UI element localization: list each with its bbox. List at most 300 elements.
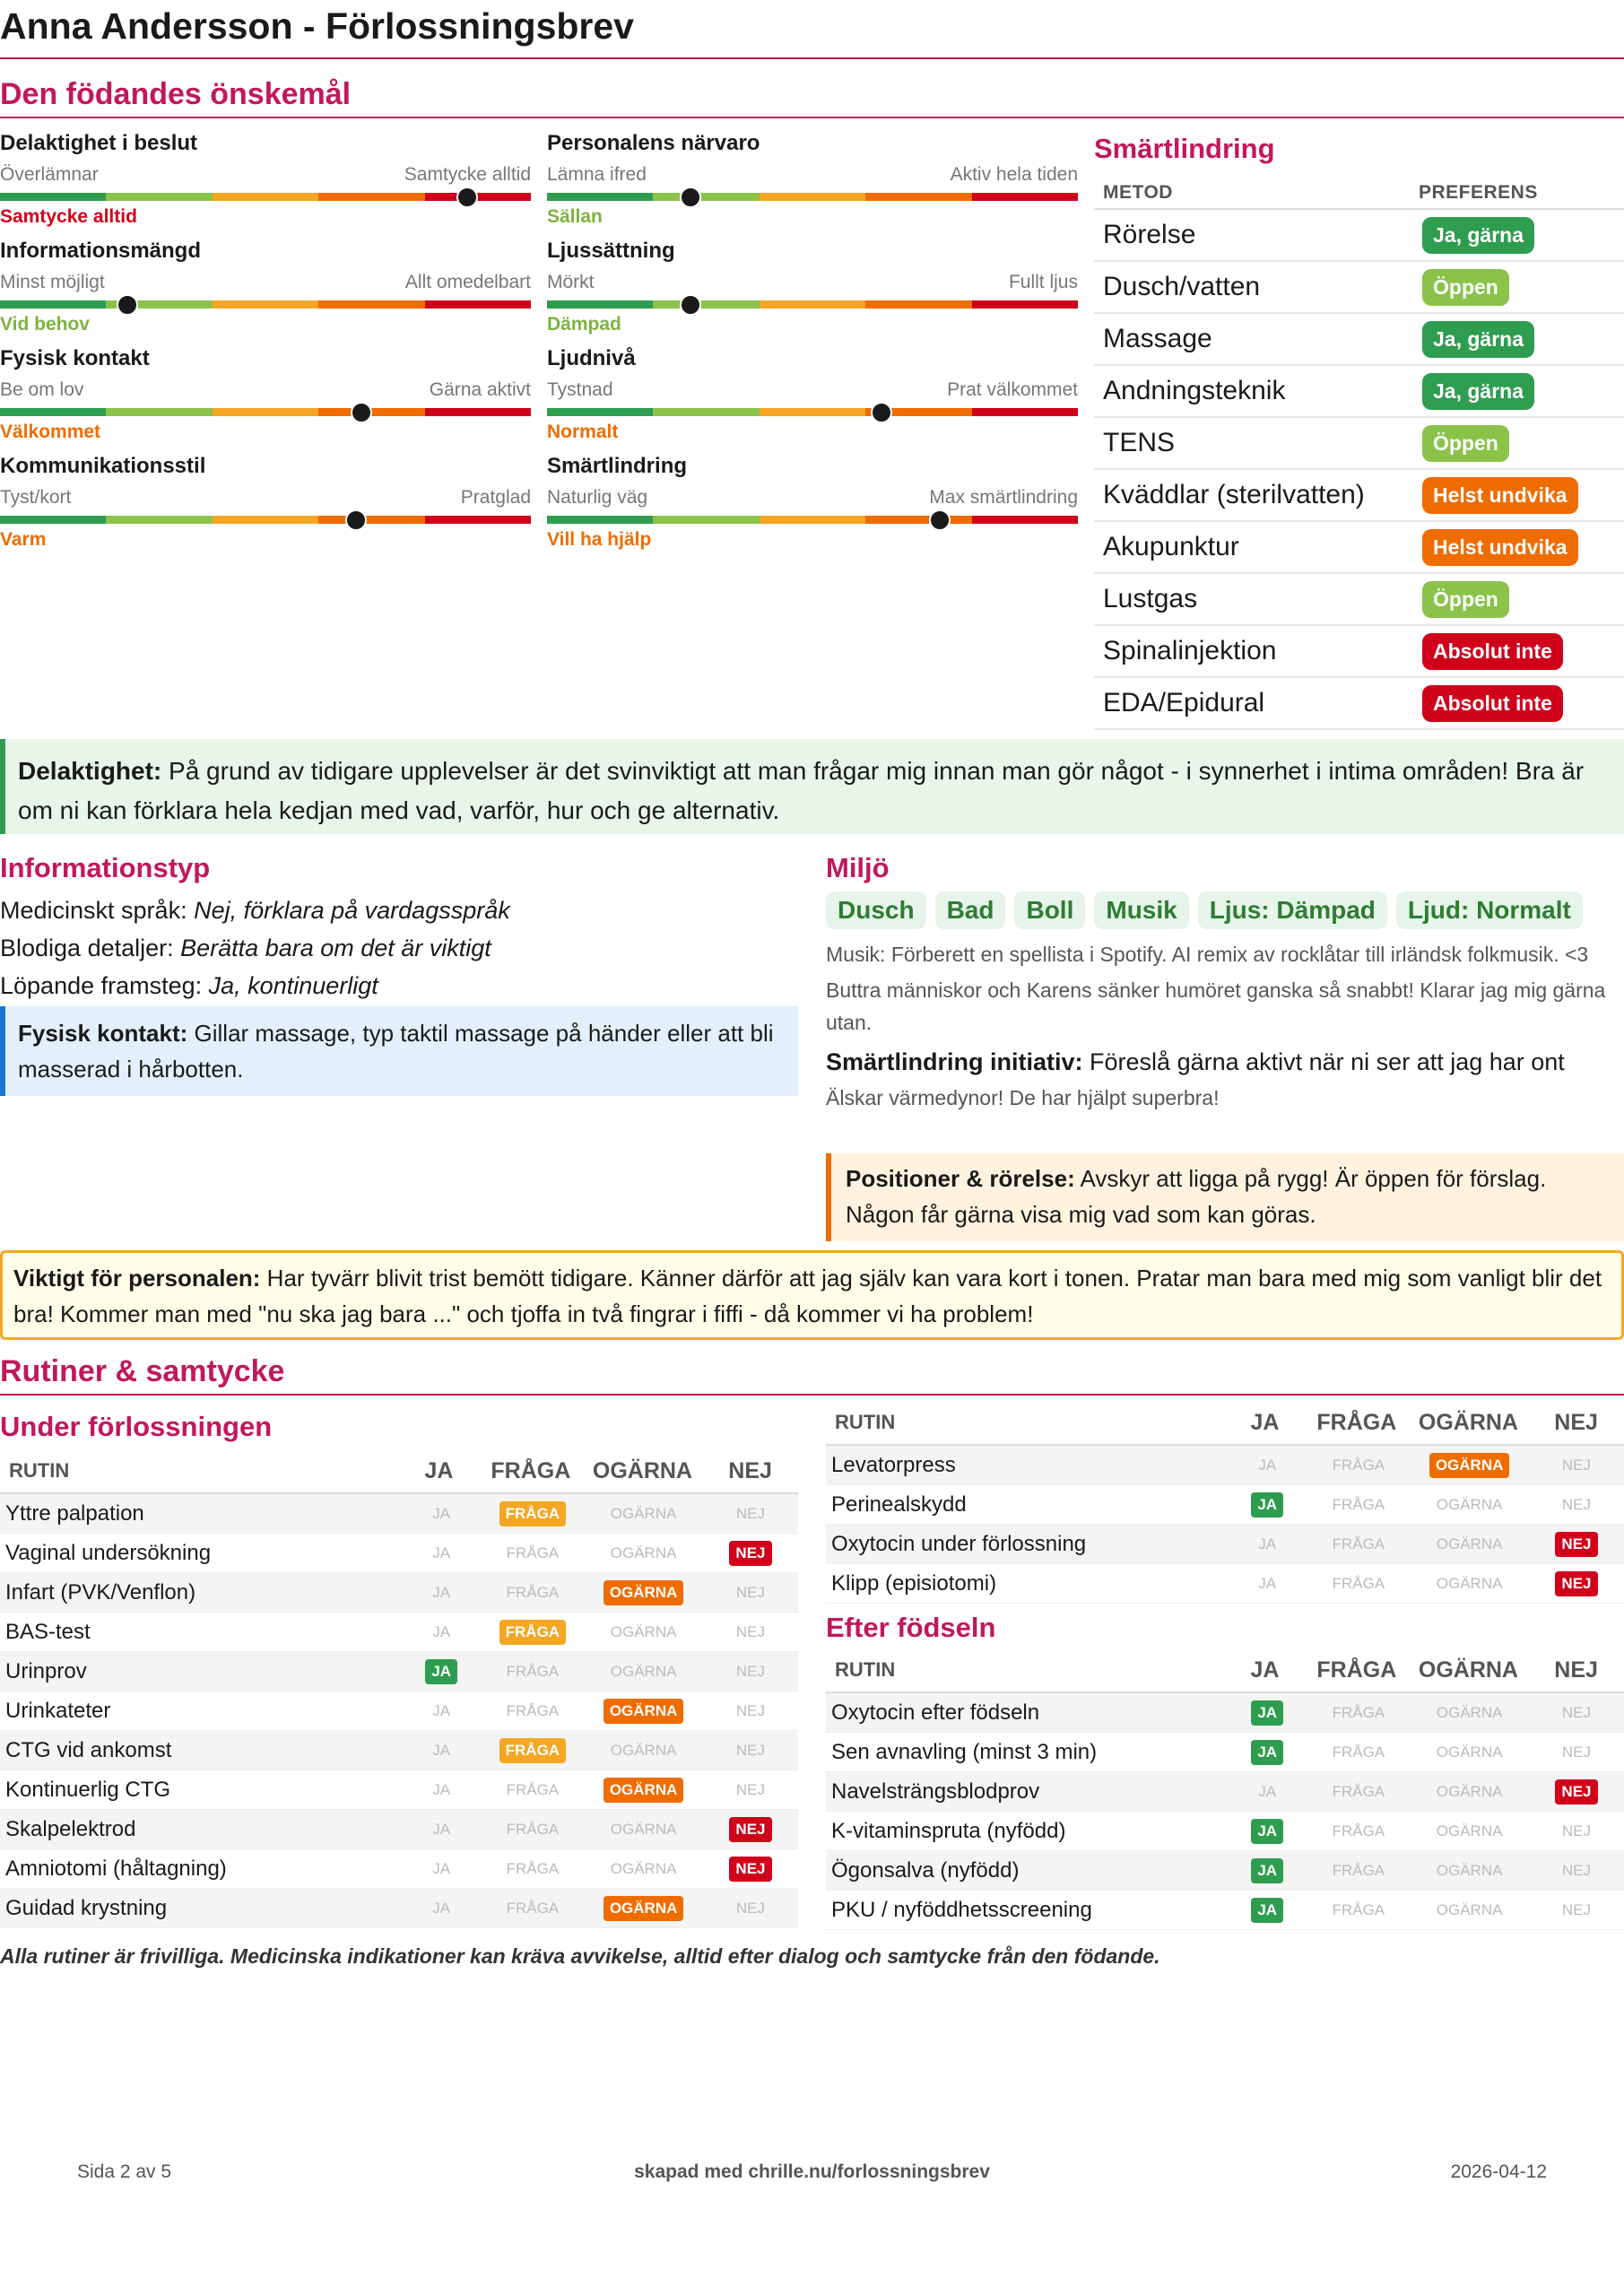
routine-option-nej[interactable] <box>1529 1704 1624 1722</box>
routine-option-fraga[interactable] <box>1307 1901 1410 1919</box>
selected-ogarna-badge: OGÄRNA <box>1429 1453 1510 1478</box>
selected-nej-badge: NEJ <box>729 1857 771 1882</box>
routine-option-ogarna[interactable] <box>1410 1783 1529 1801</box>
pain-method-name: Kväddlar (sterilvatten) <box>1103 480 1365 509</box>
routine-option-ogarna[interactable] <box>584 1742 703 1760</box>
slider-value: Dämpad <box>547 314 621 335</box>
unselected-nej-label: NEJ <box>735 1741 766 1759</box>
preference-slider <box>547 346 1078 454</box>
unselected-ogarna-label: OGÄRNA <box>610 1622 677 1640</box>
preference-badge: Öppen <box>1422 581 1509 618</box>
col-ja: JA <box>1250 1409 1280 1435</box>
physical-contact-callout <box>0 1006 798 1096</box>
col-preference: PREFERENS <box>1419 182 1538 203</box>
unselected-ja-label: JA <box>1258 1456 1277 1474</box>
preference-badge: Helst undvika <box>1422 529 1578 566</box>
routine-name: Amniotomi (håltagning) <box>5 1856 227 1881</box>
preference-badge: Absolut inte <box>1422 685 1563 722</box>
routine-option-ja[interactable] <box>402 1659 481 1684</box>
wishes-divider <box>0 117 1624 118</box>
selected-ja-badge: JA <box>1251 1700 1283 1726</box>
unselected-ja-label: JA <box>1258 1535 1277 1552</box>
slider-title: Delaktighet i beslut <box>0 131 198 155</box>
routine-option-ogarna[interactable] <box>1410 1704 1529 1722</box>
pain-method-name: Akupunktur <box>1103 532 1239 561</box>
routine-option-fraga[interactable] <box>481 1663 584 1681</box>
routine-row <box>826 1851 1624 1891</box>
slider-title: Smärtlindring <box>547 454 688 478</box>
routine-option-nej[interactable] <box>1529 1901 1624 1919</box>
slider-max-label: Fullt ljus <box>1008 272 1078 292</box>
environment-tag: Ljud: Normalt <box>1396 891 1583 929</box>
unselected-nej-label: NEJ <box>735 1662 766 1680</box>
routine-option-ogarna[interactable] <box>1410 1744 1529 1761</box>
pain-method-row <box>1094 210 1624 262</box>
routine-option-ja[interactable] <box>1228 1858 1307 1883</box>
preference-slider <box>547 454 1078 561</box>
pain-relief-table <box>1094 133 1624 730</box>
routine-option-ja[interactable] <box>402 1584 481 1602</box>
routine-option-ja[interactable] <box>402 1821 481 1839</box>
participation-text: På grund av tidigare upplevelser är det svinviktigt att man frågar mig innan man gör något - i synnerhet i intima områden! Bra är om ni kan förklara hela kedjan med vad, varför, hur och ge alternativ. <box>18 757 1585 824</box>
routine-option-ogarna[interactable] <box>1410 1535 1529 1553</box>
unselected-nej-label: NEJ <box>735 1622 766 1640</box>
selected-ja-badge: JA <box>1251 1819 1283 1844</box>
environment-tag: Boll <box>1014 891 1085 929</box>
routine-option-ogarna[interactable] <box>584 1778 703 1803</box>
unselected-ja-label: JA <box>1258 1782 1277 1800</box>
routine-option-ogarna[interactable] <box>584 1580 703 1605</box>
selected-fraga-badge: FRÅGA <box>499 1738 566 1763</box>
slider-value: Vill ha hjälp <box>547 529 652 550</box>
selected-ja-badge: JA <box>1251 1898 1283 1923</box>
routine-option-fraga[interactable] <box>481 1501 584 1526</box>
during-birth-table <box>0 1449 798 1928</box>
pain-initiative-note <box>826 1044 1624 1080</box>
routine-name: K-vitaminspruta (nyfödd) <box>831 1818 1066 1843</box>
routine-option-ogarna[interactable] <box>584 1505 703 1523</box>
routine-option-ogarna[interactable] <box>1410 1901 1529 1919</box>
unselected-nej-label: NEJ <box>735 1899 766 1917</box>
environment-tag: Ljus: Dämpad <box>1198 891 1387 929</box>
routine-option-ja[interactable] <box>402 1623 481 1641</box>
col-nej: NEJ <box>1554 1409 1598 1435</box>
selected-ja-badge: JA <box>1251 1740 1283 1765</box>
unselected-fraga-label: FRÅGA <box>1332 1743 1385 1761</box>
unselected-nej-label: NEJ <box>1561 1822 1592 1839</box>
pain-relief-heading: Smärtlindring <box>1094 133 1275 164</box>
after-birth-table <box>826 1648 1624 1930</box>
people-note: Buttra människor och Karens sänker humöret ganska så snabbt! Klarar jag mig gärna utan. <box>826 978 1606 1034</box>
routine-table-header <box>0 1449 798 1494</box>
routine-option-nej[interactable] <box>703 1781 798 1799</box>
preference-badge: Öppen <box>1422 269 1509 306</box>
routine-option-ogarna[interactable] <box>1410 1575 1529 1593</box>
routine-row <box>826 1693 1624 1733</box>
routine-row <box>826 1564 1624 1604</box>
routine-name: Infart (PVK/Venflon) <box>5 1579 196 1605</box>
unselected-fraga-label: FRÅGA <box>1332 1900 1385 1918</box>
slider-marker <box>871 402 892 423</box>
routine-option-nej[interactable] <box>703 1817 798 1842</box>
routine-option-nej[interactable] <box>703 1702 798 1720</box>
created-with-link[interactable]: skapad med chrille.nu/forlossningsbrev <box>634 2161 990 2182</box>
routine-option-ja[interactable] <box>402 1781 481 1799</box>
preference-slider <box>547 131 1078 239</box>
selected-nej-badge: NEJ <box>729 1541 771 1566</box>
routines-divider <box>0 1394 1624 1396</box>
slider-title: Fysisk kontakt <box>0 346 150 370</box>
routine-option-ogarna[interactable] <box>584 1821 703 1839</box>
slider-value: Sällan <box>547 206 603 227</box>
routine-option-ja[interactable] <box>1228 1575 1307 1593</box>
slider-marker <box>117 294 138 316</box>
preference-badge: Ja, gärna <box>1422 373 1534 410</box>
routine-name: Yttre palpation <box>5 1500 144 1526</box>
pain-method-name: Andningsteknik <box>1103 376 1286 405</box>
slider-min-label: Naturlig väg <box>547 487 648 508</box>
routine-name: Perinealskydd <box>831 1492 967 1517</box>
unselected-ja-label: JA <box>432 1544 451 1561</box>
unselected-fraga-label: FRÅGA <box>506 1820 560 1838</box>
unselected-ja-label: JA <box>432 1622 451 1640</box>
routine-option-ogarna[interactable] <box>584 1623 703 1641</box>
routine-option-fraga[interactable] <box>1307 1496 1410 1514</box>
preference-slider <box>547 239 1078 346</box>
preference-slider <box>0 131 531 239</box>
selected-ja-badge: JA <box>425 1659 457 1684</box>
routine-option-ogarna[interactable] <box>1410 1862 1529 1880</box>
routine-option-ja[interactable] <box>402 1544 481 1562</box>
slider-max-label: Aktiv hela tiden <box>950 164 1078 185</box>
unselected-fraga-label: FRÅGA <box>506 1583 560 1601</box>
col-nej: NEJ <box>728 1457 772 1483</box>
unselected-nej-label: NEJ <box>1561 1495 1592 1513</box>
positions-text: Avskyr att ligga på rygg! Är öppen för förslag. Någon får gärna visa mig vad som kan göras. <box>846 1165 1547 1228</box>
routine-table-header <box>826 1648 1624 1693</box>
selected-nej-badge: NEJ <box>1555 1779 1597 1805</box>
routine-option-ogarna[interactable] <box>584 1544 703 1562</box>
selected-ogarna-badge: OGÄRNA <box>604 1896 684 1921</box>
slider-scale-bar <box>0 300 531 309</box>
unselected-fraga-label: FRÅGA <box>506 1544 560 1561</box>
routine-option-fraga[interactable] <box>1307 1535 1410 1553</box>
routine-row <box>0 1731 798 1770</box>
slider-value: Samtycke alltid <box>0 206 137 227</box>
routine-option-nej[interactable] <box>703 1623 798 1641</box>
unselected-ogarna-label: OGÄRNA <box>1436 1822 1503 1839</box>
routine-option-ja[interactable] <box>402 1505 481 1523</box>
unselected-ogarna-label: OGÄRNA <box>1436 1782 1503 1800</box>
participation-label: Delaktighet: <box>18 757 162 785</box>
selected-nej-badge: NEJ <box>1555 1532 1597 1557</box>
unselected-ogarna-label: OGÄRNA <box>1436 1535 1503 1552</box>
unselected-fraga-label: FRÅGA <box>506 1701 560 1719</box>
routine-name: BAS-test <box>5 1619 91 1644</box>
routine-option-ja[interactable] <box>1228 1457 1307 1474</box>
unselected-nej-label: NEJ <box>1561 1703 1592 1721</box>
information-value: Nej, förklara på vardagsspråk <box>194 897 510 924</box>
routine-option-fraga[interactable] <box>1307 1822 1410 1840</box>
routine-option-ja[interactable] <box>1228 1819 1307 1844</box>
unselected-ogarna-label: OGÄRNA <box>610 1741 677 1759</box>
unselected-ogarna-label: OGÄRNA <box>610 1544 677 1561</box>
physical-contact-label: Fysisk kontakt: <box>18 1020 188 1047</box>
unselected-nej-label: NEJ <box>1561 1900 1592 1918</box>
routine-row <box>0 1534 798 1573</box>
routine-option-fraga[interactable] <box>481 1900 584 1918</box>
pain-initiative-text: Föreslå gärna aktivt när ni ser att jag har ont <box>1082 1048 1565 1075</box>
unselected-ogarna-label: OGÄRNA <box>1436 1703 1503 1721</box>
routine-option-fraga[interactable] <box>1307 1744 1410 1761</box>
unselected-nej-label: NEJ <box>1561 1456 1592 1474</box>
routine-name: Urinprov <box>5 1658 87 1683</box>
col-nej: NEJ <box>1554 1657 1598 1683</box>
routine-option-ja[interactable] <box>1228 1535 1307 1553</box>
routine-option-nej[interactable] <box>703 1900 798 1918</box>
routine-option-nej[interactable] <box>703 1584 798 1602</box>
unselected-ogarna-label: OGÄRNA <box>610 1859 677 1877</box>
information-label: Medicinskt språk: <box>0 897 195 924</box>
routine-row <box>0 1849 798 1889</box>
unselected-ja-label: JA <box>432 1701 451 1719</box>
slider-max-label: Allt omedelbart <box>404 272 531 292</box>
page-title: Anna Andersson - Förlossningsbrev <box>0 5 634 47</box>
information-type-section <box>0 852 798 1004</box>
positions-label: Positioner & rörelse: <box>846 1165 1075 1192</box>
unselected-fraga-label: FRÅGA <box>1332 1782 1385 1800</box>
pain-method-row <box>1094 522 1624 574</box>
routine-option-fraga[interactable] <box>481 1584 584 1602</box>
routine-option-ja[interactable] <box>402 1702 481 1720</box>
staff-important-callout <box>0 1250 1624 1340</box>
information-value: Berätta bara om det är viktigt <box>180 935 491 961</box>
routine-name: Klipp (episiotomi) <box>831 1570 997 1596</box>
during-birth-table-continued <box>826 1401 1624 1604</box>
routine-option-nej[interactable] <box>703 1541 798 1566</box>
col-fraga: FRÅGA <box>1316 1657 1397 1683</box>
routine-name: Ögonsalva (nyfödd) <box>831 1857 1020 1883</box>
page-number: Sida 2 av 5 <box>77 2161 172 2182</box>
routine-row <box>826 1772 1624 1812</box>
during-birth-heading: Under förlossningen <box>0 1411 273 1442</box>
routine-option-nej[interactable] <box>703 1663 798 1681</box>
routine-option-fraga[interactable] <box>1307 1575 1410 1593</box>
slider-min-label: Lämna ifred <box>547 164 647 185</box>
slider-scale-bar <box>0 193 531 201</box>
music-note: Musik: Förberett en spellista i Spotify. AI remix av rocklåtar till irländsk folkmusik. <3 <box>826 943 1589 966</box>
col-ja: JA <box>424 1457 454 1483</box>
slider-max-label: Prat välkommet <box>947 379 1078 400</box>
routine-option-nej[interactable] <box>1529 1496 1624 1514</box>
routine-option-fraga[interactable] <box>481 1821 584 1839</box>
pain-initiative-label: Smärtlindring initiativ: <box>826 1048 1083 1075</box>
unselected-fraga-label: FRÅGA <box>1332 1574 1385 1592</box>
unselected-ogarna-label: OGÄRNA <box>610 1662 677 1680</box>
selected-fraga-badge: FRÅGA <box>499 1501 566 1526</box>
unselected-ja-label: JA <box>432 1780 451 1798</box>
col-fraga: FRÅGA <box>491 1457 571 1483</box>
routine-name: Levatorpress <box>831 1452 956 1477</box>
routine-option-ja[interactable] <box>1228 1700 1307 1726</box>
routine-option-ogarna[interactable] <box>584 1896 703 1921</box>
routine-row <box>826 1891 1624 1930</box>
routine-option-ogarna[interactable] <box>584 1699 703 1724</box>
pain-method-row <box>1094 470 1624 522</box>
routine-option-nej[interactable] <box>1529 1779 1624 1805</box>
routine-option-nej[interactable] <box>703 1857 798 1882</box>
pain-method-name: Rörelse <box>1103 220 1196 249</box>
after-birth-heading: Efter födseln <box>826 1612 996 1643</box>
routines-heading: Rutiner & samtycke <box>0 1354 285 1388</box>
routine-option-ja[interactable] <box>1228 1740 1307 1765</box>
col-fraga: FRÅGA <box>1316 1409 1397 1435</box>
routine-row <box>0 1573 798 1613</box>
routine-row <box>826 1525 1624 1564</box>
routine-option-ja[interactable] <box>1228 1898 1307 1923</box>
slider-title: Ljudnivå <box>547 346 636 370</box>
routine-option-nej[interactable] <box>1529 1457 1624 1474</box>
routine-option-nej[interactable] <box>703 1505 798 1523</box>
routine-option-ogarna[interactable] <box>1410 1453 1529 1478</box>
unselected-fraga-label: FRÅGA <box>1332 1535 1385 1552</box>
routine-option-ja[interactable] <box>402 1860 481 1878</box>
unselected-fraga-label: FRÅGA <box>1332 1495 1385 1513</box>
unselected-ogarna-label: OGÄRNA <box>610 1820 677 1838</box>
slider-scale-bar <box>0 408 531 416</box>
routine-row <box>0 1770 798 1810</box>
unselected-nej-label: NEJ <box>1561 1743 1592 1761</box>
selected-ogarna-badge: OGÄRNA <box>604 1699 684 1724</box>
routine-row <box>0 1494 798 1534</box>
pain-method-row <box>1094 678 1624 730</box>
unselected-ogarna-label: OGÄRNA <box>1436 1743 1503 1761</box>
slider-scale-bar <box>547 193 1078 201</box>
slider-value: Normalt <box>547 422 619 442</box>
routine-row <box>0 1810 798 1849</box>
slider-value: Varm <box>0 529 47 550</box>
routine-option-ogarna[interactable] <box>584 1860 703 1878</box>
routine-option-ogarna[interactable] <box>1410 1822 1529 1840</box>
routine-row <box>826 1446 1624 1485</box>
routine-name: Skalpelektrod <box>5 1816 136 1841</box>
routine-option-ja[interactable] <box>1228 1492 1307 1518</box>
unselected-ja-label: JA <box>432 1899 451 1917</box>
environment-tag: Musik <box>1094 891 1188 929</box>
routine-option-ja[interactable] <box>402 1742 481 1760</box>
routine-option-nej[interactable] <box>1529 1862 1624 1880</box>
routine-option-fraga[interactable] <box>481 1544 584 1562</box>
physical-contact-text: Gillar massage, typ taktil massage på händer eller att bli masserad i hårbotten. <box>18 1020 774 1083</box>
selected-nej-badge: NEJ <box>729 1817 771 1842</box>
wishes-heading: Den födandes önskemål <box>0 77 352 111</box>
routine-option-ja[interactable] <box>1228 1783 1307 1801</box>
routine-name: CTG vid ankomst <box>5 1737 172 1762</box>
routine-option-fraga[interactable] <box>1307 1457 1410 1474</box>
slider-marker <box>680 294 701 316</box>
unselected-ogarna-label: OGÄRNA <box>1436 1495 1503 1513</box>
routine-name: Urinkateter <box>5 1698 111 1723</box>
routine-option-nej[interactable] <box>703 1742 798 1760</box>
warmth-note: Älskar värmedynor! De har hjälpt superbra! <box>826 1086 1220 1109</box>
slider-min-label: Tyst/kort <box>0 487 72 508</box>
routine-name: Oxytocin under förlossning <box>831 1531 1087 1556</box>
preference-slider <box>0 454 531 561</box>
preference-badge: Öppen <box>1422 425 1509 462</box>
slider-scale-bar <box>0 516 531 524</box>
unselected-ja-label: JA <box>1258 1574 1277 1592</box>
routines-footnote: Alla rutiner är frivilliga. Medicinska indikationer kan kräva avvikelse, alltid efter dialog och samtycke från den födande. <box>0 1944 1160 1968</box>
unselected-nej-label: NEJ <box>735 1701 766 1719</box>
title-divider <box>0 57 1624 59</box>
routine-row <box>0 1889 798 1928</box>
routine-option-fraga[interactable] <box>481 1738 584 1763</box>
routine-option-nej[interactable] <box>1529 1571 1624 1596</box>
routine-option-nej[interactable] <box>1529 1822 1624 1840</box>
pain-method-name: Lustgas <box>1103 584 1198 613</box>
col-method: METOD <box>1103 182 1173 203</box>
routine-row <box>0 1652 798 1692</box>
unselected-ogarna-label: OGÄRNA <box>1436 1900 1503 1918</box>
unselected-nej-label: NEJ <box>735 1583 766 1601</box>
pain-table-header <box>1094 178 1624 210</box>
slider-value: Vid behov <box>0 314 90 335</box>
routine-option-ogarna[interactable] <box>584 1663 703 1681</box>
information-line <box>0 967 798 1004</box>
selected-fraga-badge: FRÅGA <box>499 1620 566 1645</box>
information-line <box>0 929 798 967</box>
routine-option-fraga[interactable] <box>481 1620 584 1645</box>
environment-section <box>826 852 1624 1114</box>
routine-option-ogarna[interactable] <box>1410 1496 1529 1514</box>
routine-row <box>0 1692 798 1731</box>
routine-option-fraga[interactable] <box>481 1781 584 1799</box>
pain-method-row <box>1094 262 1624 314</box>
unselected-nej-label: NEJ <box>1561 1861 1592 1879</box>
pain-method-row <box>1094 574 1624 626</box>
col-routine: RUTIN <box>835 1658 896 1681</box>
routine-option-fraga[interactable] <box>1307 1783 1410 1801</box>
slider-min-label: Överlämnar <box>0 164 99 185</box>
document-date: 2026-04-12 <box>1450 2161 1547 2182</box>
selected-ja-badge: JA <box>1251 1858 1283 1883</box>
preference-badge: Ja, gärna <box>1422 217 1534 254</box>
col-routine: RUTIN <box>9 1459 70 1482</box>
pain-method-name: EDA/Epidural <box>1103 688 1265 718</box>
col-ja: JA <box>1250 1657 1280 1683</box>
unselected-fraga-label: FRÅGA <box>506 1662 560 1680</box>
pain-method-name: Spinalinjektion <box>1103 636 1277 665</box>
routine-option-nej[interactable] <box>1529 1532 1624 1557</box>
routine-option-ja[interactable] <box>402 1900 481 1918</box>
routine-option-fraga[interactable] <box>1307 1862 1410 1880</box>
routine-option-fraga[interactable] <box>481 1860 584 1878</box>
environment-tag: Bad <box>935 891 1006 929</box>
unselected-ja-label: JA <box>432 1741 451 1759</box>
slider-title: Ljussättning <box>547 239 675 263</box>
pain-method-name: Dusch/vatten <box>1103 272 1261 301</box>
preference-slider <box>0 239 531 346</box>
routine-option-fraga[interactable] <box>481 1702 584 1720</box>
pain-method-name: TENS <box>1103 428 1176 457</box>
routine-option-fraga[interactable] <box>1307 1704 1410 1722</box>
pain-method-row <box>1094 626 1624 678</box>
routine-option-nej[interactable] <box>1529 1744 1624 1761</box>
unselected-ogarna-label: OGÄRNA <box>1436 1861 1503 1879</box>
staff-important-text: Har tyvärr blivit trist bemött tidigare. Känner därför att jag själv kan vara kort i tonen. Pratar man bara med mig som vanligt blir det bra! Kommer man med "nu ska jag bara ..." och tjoffa in två fingrar i fiffi - då kommer vi ha problem! <box>13 1265 1602 1327</box>
slider-title: Kommunikationsstil <box>0 454 206 478</box>
unselected-ja-label: JA <box>432 1820 451 1838</box>
